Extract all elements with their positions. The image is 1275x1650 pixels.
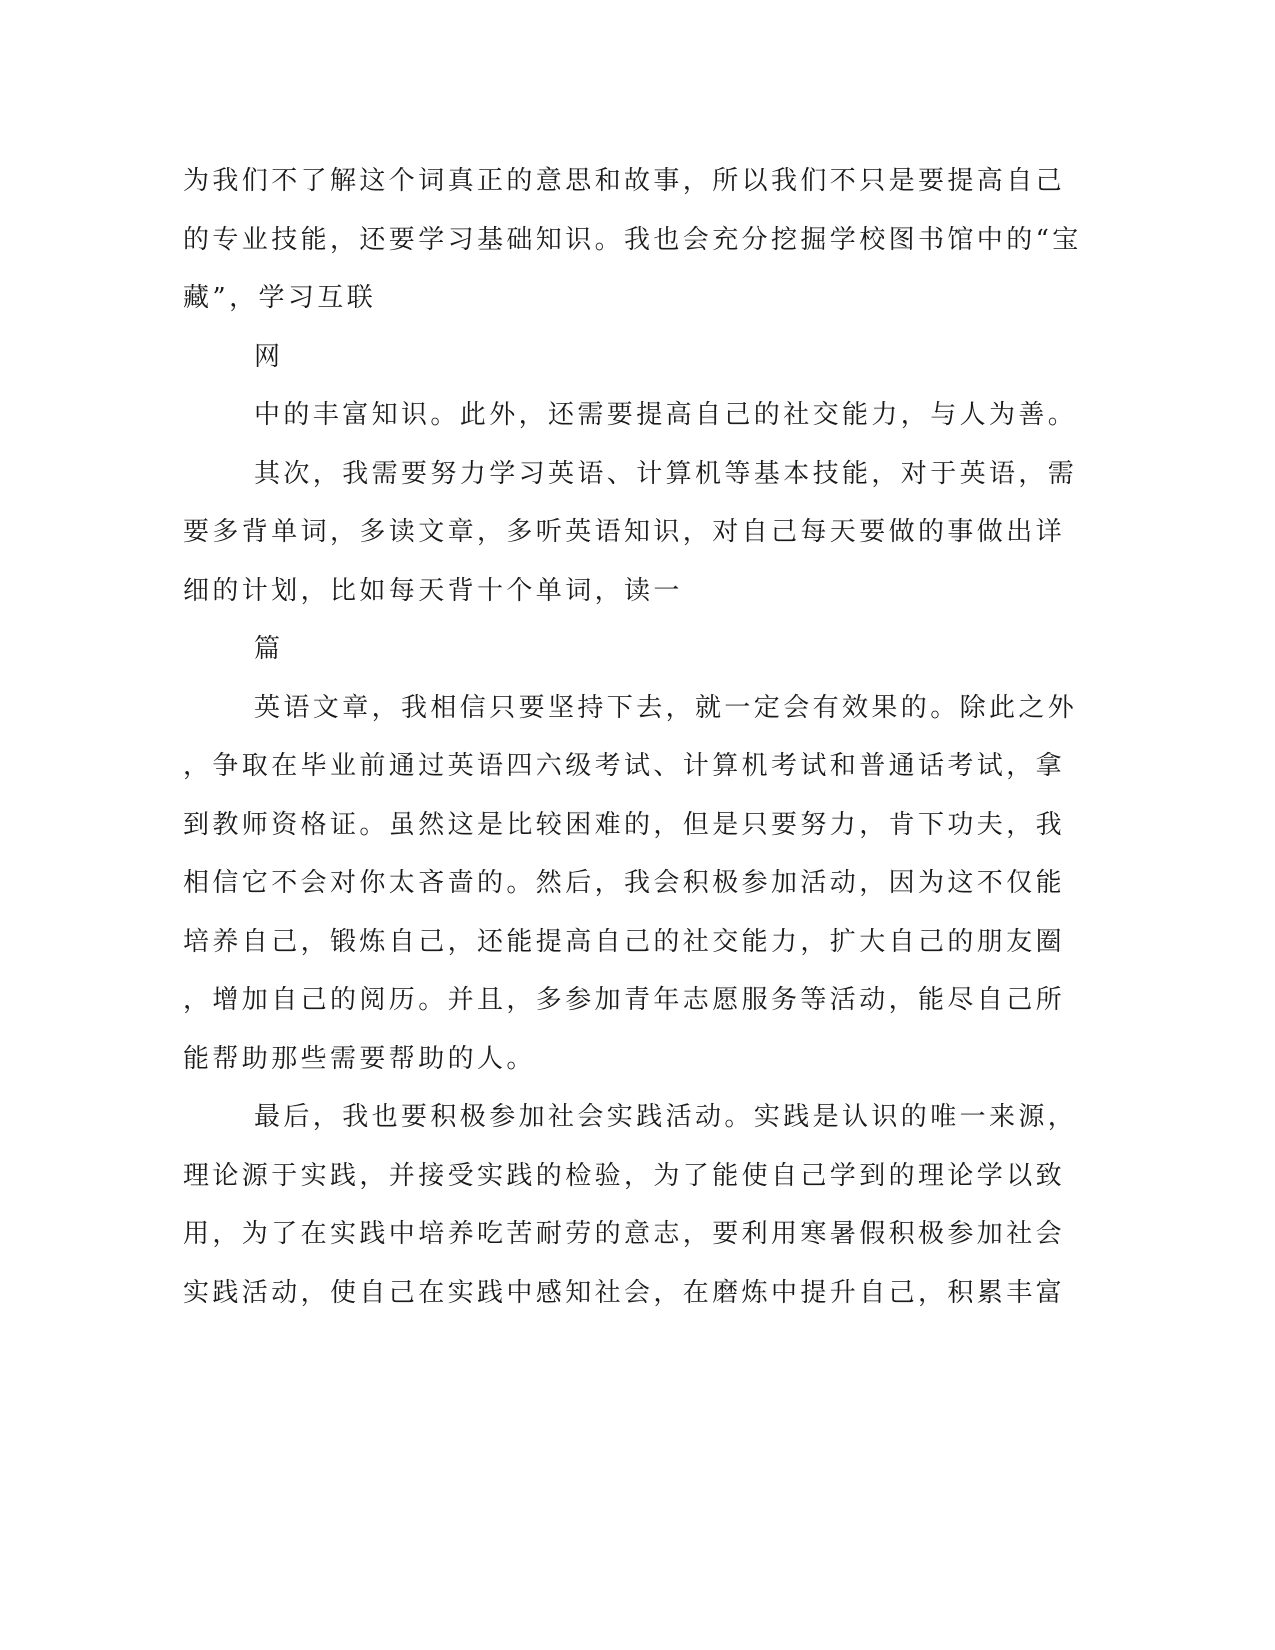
text-line: 的专业技能，还要学习基础知识。我也会充分挖掘学校图书馆中的“宝 (183, 224, 1082, 255)
text-line: 细的计划，比如每天背十个单词，读一 (183, 575, 683, 606)
text-line: ，增加自己的阅历。并且，多参加青年志愿服务等活动，能尽自己所 (183, 985, 1066, 1015)
text-line: 用，为了在实践中培养吃苦耐劳的意志，要利用寒暑假积极参加社会 (183, 1219, 1066, 1249)
text-line: 实践活动，使自己在实践中感知社会，在磨炼中提升自己，积累丰富 (183, 1277, 1066, 1308)
text-line: 最后，我也要积极参加社会实践活动。实践是认识的唯一来源， (254, 1102, 1078, 1132)
text-line: 到教师资格证。虽然这是比较困难的，但是只要努力，肯下功夫，我 (183, 809, 1066, 840)
text-line: 培养自己，锻炼自己，还能提高自己的社交能力，扩大自己的朋友圈 (183, 926, 1066, 957)
text-line: 能帮助那些需要帮助的人。 (183, 1043, 536, 1074)
text-line: 中的丰富知识。此外，还需要提高自己的社交能力，与人为善。 (254, 400, 1078, 430)
text-line: 藏”，学习互联 (183, 283, 377, 313)
text-line: 为我们不了解这个词真正的意思和故事，所以我们不只是要提高自己 (183, 166, 1066, 196)
text-line: 篇 (254, 634, 284, 664)
text-line: 网 (254, 341, 284, 372)
text-line: 要多背单词，多读文章，多听英语知识，对自己每天要做的事做出详 (183, 517, 1066, 547)
text-line: ，争取在毕业前通过英语四六级考试、计算机考试和普通话考试，拿 (183, 751, 1066, 781)
text-line: 其次，我需要努力学习英语、计算机等基本技能，对于英语，需 (254, 458, 1078, 489)
text-line: 英语文章，我相信只要坚持下去，就一定会有效果的。除此之外 (254, 692, 1078, 723)
text-line: 相信它不会对你太吝啬的。然后，我会积极参加活动，因为这不仅能 (183, 868, 1066, 898)
body-text (183, 158, 1082, 1328)
text-line: 理论源于实践，并接受实践的检验，为了能使自己学到的理论学以致 (183, 1160, 1066, 1191)
